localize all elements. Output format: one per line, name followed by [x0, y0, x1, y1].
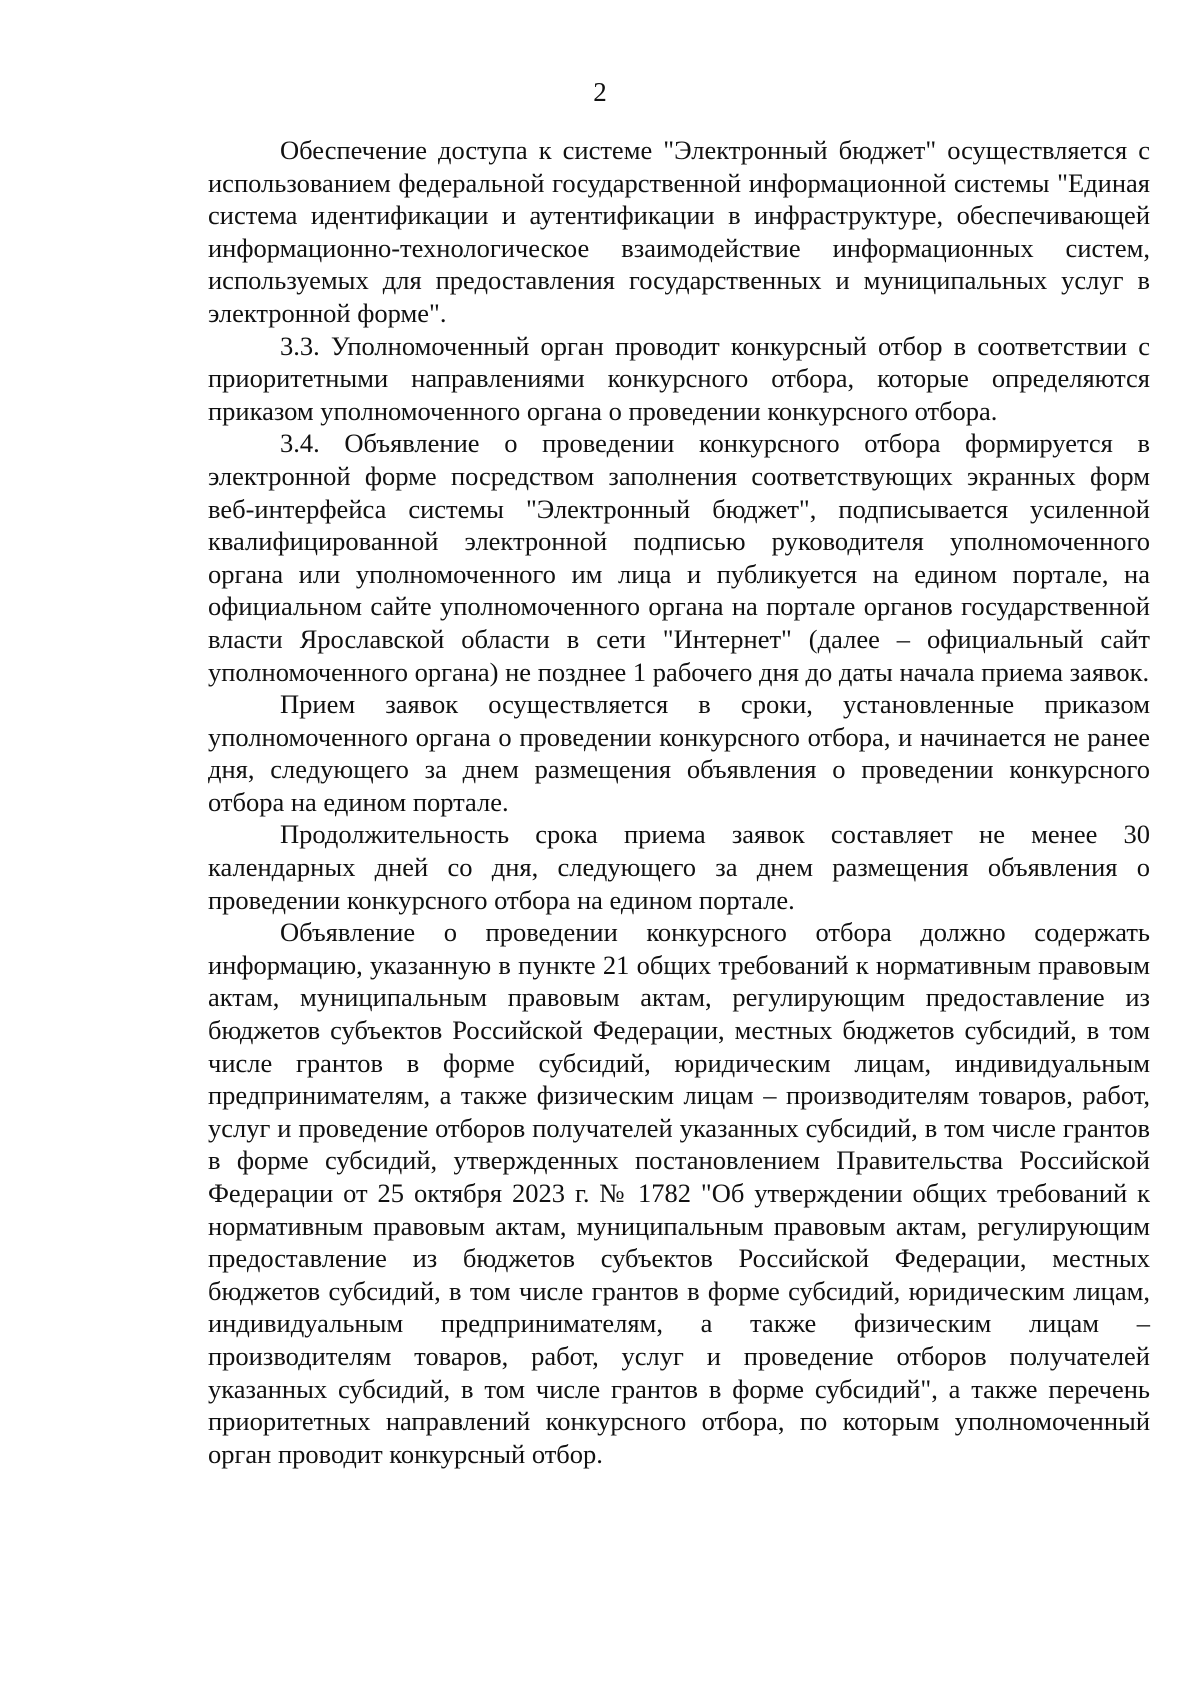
paragraph-announcement-content: Объявление о проведении конкурсного отбора должно содержать информацию, указанную в пункте 21 общих требований к нормативным правовым актам, муниципальным правовым актам, регулирующим предоставление из бюджетов субъектов Российской Федерации, местных бюджетов субсидий, в том числе грантов в форме субсидий, юридическим лицам, индивидуальным предпринимателям, а также физическим лицам – производителям товаров, работ, услуг и проведение отборов получателей указанных субсидий, в том числе грантов в форме субсидий, утвержденных постановлением Правительства Российской Федерации от 25 октября 2023 г. № 1782 "Об утверждении общих требований к нормативным правовым актам, муниципальным правовым актам, регулирующим предоставление из бюджетов субъектов Российской Федерации, местных бюджетов субсидий, в том числе грантов в форме субсидий, юридическим лицам, индивидуальным предпринимателям, а также физическим лицам – производителям товаров, работ, услуг и проведение отборов получателей указанных субсидий, в том числе грантов в форме субсидий", а также перечень приоритетных направлений конкурсного отбора, по которым уполномоченный орган проводит конкурсный отбор. — [208, 917, 1150, 1469]
paragraph-3-3: 3.3. Уполномоченный орган проводит конкурсный отбор в соответствии с приоритетными направлениями конкурсного отбора, которые определяются приказом уполномоченного органа о проведении конкурсного отбора. — [208, 330, 1150, 426]
document-body — [208, 134, 1150, 1470]
page-number: 2 — [593, 77, 607, 107]
paragraph-application-acceptance: Прием заявок осуществляется в сроки, установленные приказом уполномоченного органа о проведении конкурсного отбора, и начинается не ранее дня, следующего за днем размещения объявления о проведении конкурсного отбора на едином портале. — [208, 689, 1150, 817]
paragraph-application-period: Продолжительность срока приема заявок составляет не менее 30 календарных дней со дня, следующего за днем размещения объявления о проведении конкурсного отбора на едином портале. — [208, 819, 1150, 915]
paragraph-esia-access: Обеспечение доступа к системе "Электронный бюджет" осуществляется с использованием федеральной государственной информационной системы "Единая система идентификации и аутентификации в инфраструктуре, обеспечивающей информационно-технологическое взаимодействие информационных систем, используемых для предоставления государственных и муниципальных услуг в электронной форме". — [208, 135, 1150, 328]
paragraph-3-4: 3.4. Объявление о проведении конкурсного отбора формируется в электронной форме посредством заполнения соответствующих экранных форм веб-интерфейса системы "Электронный бюджет", подписывается усиленной квалифицированной электронной подписью руководителя уполномоченного органа или уполномоченного им лица и публикуется на едином портале, на официальном сайте уполномоченного органа на портале органов государственной власти Ярославской области в сети "Интернет" (далее – официальный сайт уполномоченного органа) не позднее 1 рабочего дня до даты начала приема заявок. — [208, 428, 1150, 687]
